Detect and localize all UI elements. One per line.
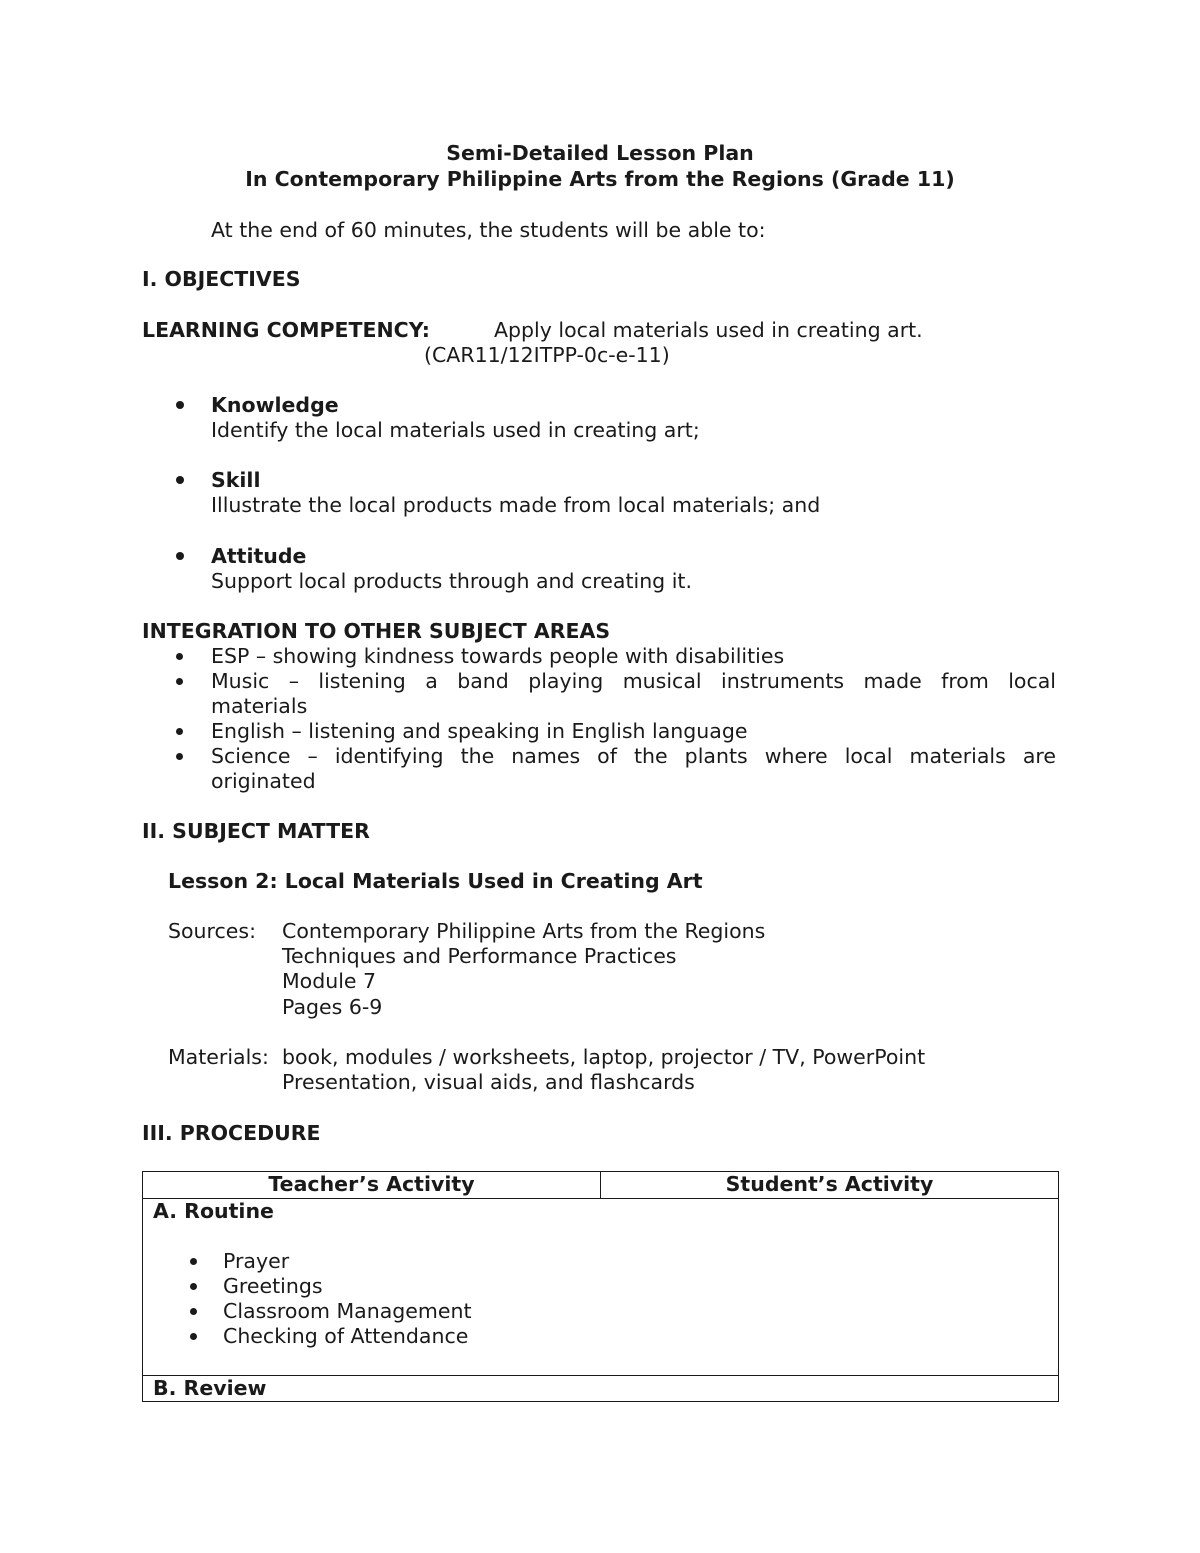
bullet-icon [190, 1283, 197, 1290]
intro-text: At the end of 60 minutes, the students will be able to: [211, 218, 766, 242]
routine-item: Checking of Attendance [223, 1324, 469, 1348]
list-item [153, 1249, 1048, 1274]
integration-text: ESP – showing kindness towards people with disabilities [211, 644, 785, 668]
competency-code: (CAR11/12ITPP-0c-e-11) [424, 343, 670, 367]
domain-text: Support local products through and creating it. [211, 569, 692, 593]
bullet-icon [176, 401, 184, 409]
routine-cell [143, 1199, 1059, 1376]
materials-line: Presentation, visual aids, and flashcards [282, 1070, 695, 1094]
routine-item: Greetings [223, 1274, 323, 1298]
procedure-table [142, 1171, 1059, 1402]
competency-text: Apply local materials used in creating art. [494, 318, 923, 342]
bullet-icon [176, 476, 184, 484]
bullet-icon [176, 552, 184, 560]
column-header-teacher: Teacher’s Activity [143, 1172, 601, 1199]
lesson-title: Lesson 2: Local Materials Used in Creating Art [168, 869, 703, 893]
page-title: Semi-Detailed Lesson Plan [446, 141, 754, 165]
list-item [153, 1299, 1048, 1324]
integration-text: English – listening and speaking in English language [211, 719, 748, 743]
competency-label: LEARNING COMPETENCY: [142, 318, 430, 342]
table-header-row [143, 1172, 1059, 1199]
column-header-student: Student’s Activity [601, 1172, 1059, 1199]
sources-label: Sources: [168, 919, 256, 943]
routine-title: A. Routine [153, 1199, 274, 1223]
list-item [153, 1274, 1048, 1299]
routine-item: Classroom Management [223, 1299, 472, 1323]
integration-heading: INTEGRATION TO OTHER SUBJECT AREAS [142, 619, 611, 643]
bullet-icon [190, 1308, 197, 1315]
integration-text: Science – identifying the names of the plants where local materials are [211, 744, 1056, 768]
source-line: Module 7 [282, 969, 377, 993]
materials-line: book, modules / worksheets, laptop, projector / TV, PowerPoint [282, 1045, 926, 1069]
source-line: Pages 6-9 [282, 995, 383, 1019]
integration-text: Music – listening a band playing musical instruments made from local [211, 669, 1056, 693]
table-row-routine [143, 1199, 1059, 1376]
materials-label: Materials: [168, 1045, 269, 1069]
bullet-icon [176, 678, 183, 685]
list-item [153, 1324, 1048, 1349]
bullet-icon [176, 753, 183, 760]
page-subtitle: In Contemporary Philippine Arts from the Regions (Grade 11) [245, 167, 955, 191]
integration-text-cont: materials [211, 694, 308, 718]
procedure-heading: III. PROCEDURE [142, 1121, 321, 1145]
source-line: Techniques and Performance Practices [282, 944, 677, 968]
domain-title: Knowledge [211, 393, 339, 417]
objectives-heading: I. OBJECTIVES [142, 267, 301, 291]
domain-text: Identify the local materials used in creating art; [211, 418, 700, 442]
routine-item: Prayer [223, 1249, 290, 1273]
table-row-review [143, 1376, 1059, 1402]
domain-title: Attitude [211, 544, 307, 568]
bullet-icon [176, 653, 183, 660]
domain-title: Skill [211, 468, 261, 492]
subject-matter-heading: II. SUBJECT MATTER [142, 819, 370, 843]
bullet-icon [190, 1333, 197, 1340]
source-line: Contemporary Philippine Arts from the Regions [282, 919, 766, 943]
domain-text: Illustrate the local products made from local materials; and [211, 493, 821, 517]
bullet-icon [176, 728, 183, 735]
integration-text-cont: originated [211, 769, 316, 793]
bullet-icon [190, 1258, 197, 1265]
review-cell: B. Review [143, 1376, 1059, 1402]
